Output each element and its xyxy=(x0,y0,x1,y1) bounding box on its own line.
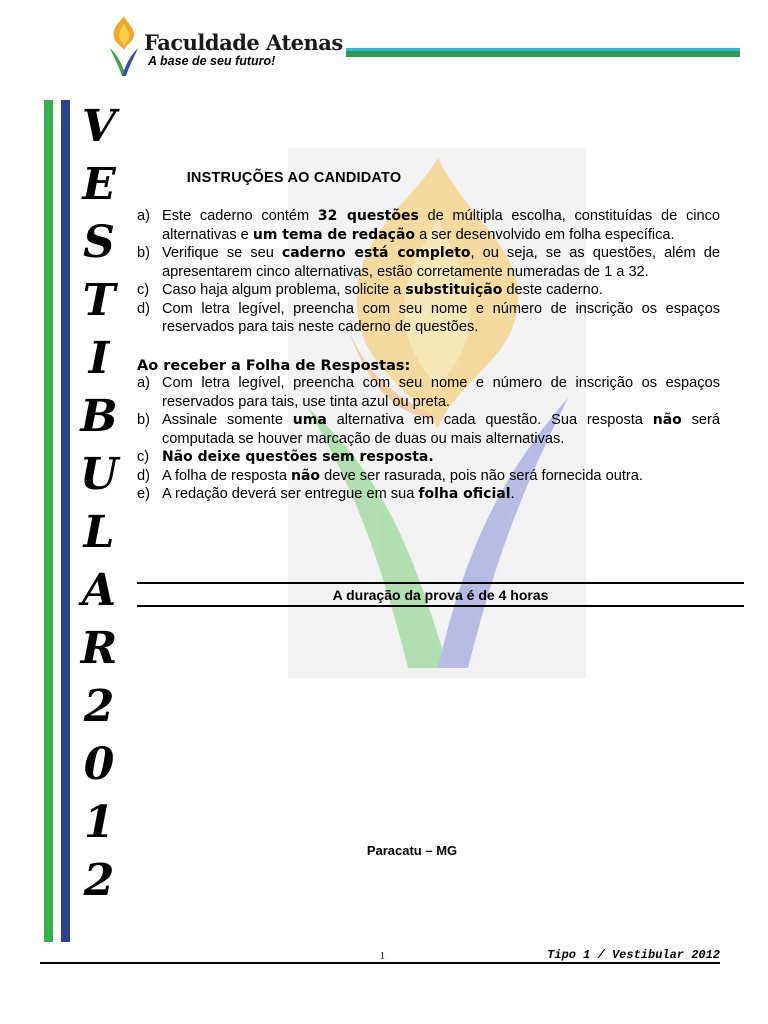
list-item xyxy=(137,374,720,411)
torch-flame-icon xyxy=(104,14,144,78)
list-item xyxy=(137,281,720,300)
list-item-text: , ou seja, se as questões, além de apresentarem cinco alternativas, estão corretamente numeradas de 1 a 32. xyxy=(162,245,720,280)
list-item-marker: b) xyxy=(137,412,150,428)
list-item-text: Caso haja algum problema, solicite a xyxy=(162,282,406,298)
list-item-text: Verifique se seu xyxy=(162,245,282,261)
emphasis-text: uma xyxy=(292,412,327,428)
vertical-letter: T xyxy=(82,275,116,326)
list-item-text: Com letra legível, preencha com seu nome e número de inscrição os espaços reservados para tais, use tinta azul ou preta. xyxy=(162,375,720,410)
list-item xyxy=(137,448,720,467)
emphasis-text: não xyxy=(291,467,321,484)
vertical-letter: B xyxy=(80,391,118,442)
sidebar-green-bar xyxy=(44,100,53,942)
vertical-letter: E xyxy=(82,159,116,210)
list-item-text: alternativa em cada questão. Sua resposta xyxy=(326,412,653,428)
list-item xyxy=(137,244,720,281)
faculdade-atenas-logo xyxy=(104,14,343,80)
vertical-letter: 2 xyxy=(83,855,115,906)
sidebar-blue-bar xyxy=(61,100,70,942)
answer-sheet-list xyxy=(137,374,720,504)
location-text: Paracatu – MG xyxy=(366,843,458,858)
list-item-text: a ser desenvolvido em folha específica. xyxy=(415,226,675,243)
list-item-text: deve ser rasurada, pois não será fornecida outra. xyxy=(320,467,643,484)
brand-slogan: A base de seu futuro! xyxy=(148,54,276,68)
list-item-text: A folha de resposta xyxy=(162,467,291,484)
page-number: 1 xyxy=(380,951,385,962)
emphasis-text: um tema de redação xyxy=(252,226,416,243)
emphasis-text: Não deixe questões sem resposta. xyxy=(162,449,434,465)
list-item xyxy=(137,485,720,504)
list-item-marker: d) xyxy=(137,467,150,484)
vertical-letter: I xyxy=(88,333,110,384)
vertical-letter: 1 xyxy=(83,797,115,848)
emphasis-text: caderno está completo xyxy=(281,245,471,261)
footer-rule xyxy=(40,962,720,964)
list-item-marker: e) xyxy=(137,486,150,502)
list-item-text: de múltipla escolha, constituídas de cinco alternativas e xyxy=(162,208,721,243)
list-item-text: . xyxy=(510,486,515,502)
emphasis-text: folha oficial xyxy=(418,486,511,502)
vertical-letter: V xyxy=(81,101,117,152)
list-item xyxy=(137,207,720,244)
answer-sheet-title: Ao receber a Folha de Respostas: xyxy=(137,358,411,374)
instructions-title: INSTRUÇÕES AO CANDIDATO xyxy=(186,170,402,186)
list-item-marker: c) xyxy=(137,282,150,298)
vertical-letter: 0 xyxy=(83,739,115,790)
list-item-marker: a) xyxy=(137,208,150,224)
list-item-text: será computada se houver marcação de duas ou mais alternativas. xyxy=(162,412,720,447)
emphasis-text: não xyxy=(652,412,682,428)
vertical-letter: L xyxy=(83,507,115,558)
vertical-letter: U xyxy=(79,449,119,500)
list-item-text: Este caderno contém xyxy=(162,208,318,224)
list-item xyxy=(137,411,720,448)
list-item-marker: b) xyxy=(137,245,150,261)
emphasis-text: substituição xyxy=(405,282,503,298)
vertical-title xyxy=(72,98,126,910)
list-item-text: Com letra legível, preencha com seu nome e número de inscrição os espaços reservados para tais neste caderno de questões. xyxy=(162,300,720,335)
vertical-letter: 2 xyxy=(83,681,115,732)
vertical-letter: R xyxy=(80,623,118,674)
list-item xyxy=(137,300,720,337)
duration-bottom-rule xyxy=(137,605,744,607)
exam-duration: A duração da prova é de 4 horas xyxy=(332,587,549,603)
list-item-text: A redação deverá ser entregue em sua xyxy=(162,486,419,502)
list-item-text: Assinale somente xyxy=(162,412,293,428)
brand-name: Faculdade Atenas xyxy=(144,30,343,55)
list-item-marker: a) xyxy=(137,375,150,391)
emphasis-text: 32 questões xyxy=(317,208,419,224)
list-item-marker: c) xyxy=(137,449,150,465)
list-item-marker: d) xyxy=(137,300,150,317)
vertical-letter: S xyxy=(83,217,115,268)
instructions-list xyxy=(137,207,720,337)
vertical-letter: A xyxy=(81,565,117,616)
header-green-bar xyxy=(346,51,740,57)
list-item-text: deste caderno. xyxy=(502,282,603,298)
list-item xyxy=(137,467,720,486)
footer-label: Tipo 1 / Vestibular 2012 xyxy=(547,948,720,962)
duration-top-rule xyxy=(137,582,744,584)
